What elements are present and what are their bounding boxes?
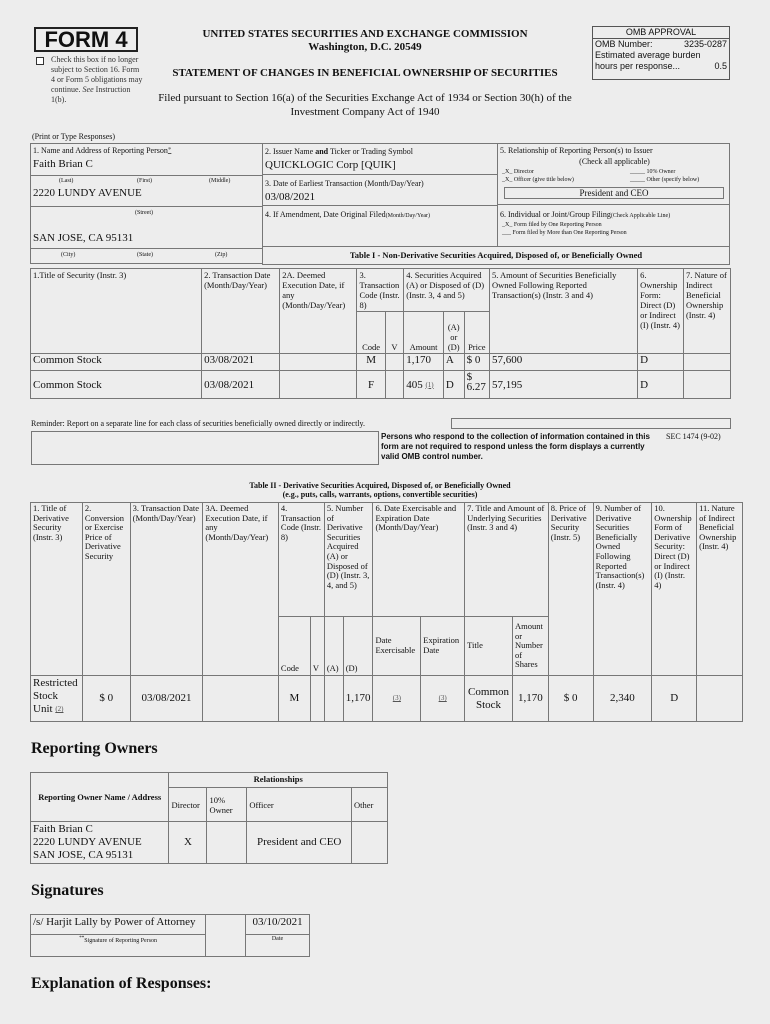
issuer-value: QUICKLOGIC Corp [QUIK] [265, 159, 396, 171]
print-note: (Print or Type Responses) [32, 132, 116, 141]
t2r-owned: 2,340 [593, 676, 652, 722]
t1r1-code: M [357, 354, 385, 371]
agency-name: UNITED STATES SECURITIES AND EXCHANGE COMMISSION [202, 28, 528, 40]
other-checkline[interactable]: _____ Other (specify below) [630, 177, 700, 183]
t2r-date: 03/08/2021 [130, 676, 203, 722]
t1-code: Code [357, 312, 385, 354]
t2-h5: 5. Number of Derivative Securities Acquired (A) or Disposed of (D) (Instr. 3, 4, and 5) [324, 503, 373, 617]
earliest-value: 03/08/2021 [265, 191, 316, 203]
omb-approval-box [592, 26, 730, 80]
t2r-exp-cell [421, 676, 465, 722]
t2-date-ex: Date Exercisable [373, 617, 421, 676]
first-label: (First) [137, 178, 152, 184]
relationship-box [497, 143, 730, 205]
owner-name-address [31, 822, 169, 864]
filing-label: 6. Individual or Joint/Group Filing [500, 210, 611, 219]
owner-name: Faith Brian C [33, 823, 93, 835]
t1r2-code: F [357, 371, 385, 399]
t2-h8: 8. Price of Derivative Security (Instr. 5) [548, 503, 593, 676]
reporting-owners-table [30, 772, 388, 864]
form-title: FORM 4 [34, 27, 138, 52]
issuer-label-pre: 2. Issuer Name [265, 147, 316, 156]
t1r2-deemed [280, 371, 357, 399]
t1r2-amount: 405 [406, 378, 423, 391]
omb-number: 3235-0287 [683, 39, 727, 49]
table-row [31, 354, 731, 371]
reporting-owners-heading: Reporting Owners [31, 740, 158, 757]
owner-officer: President and CEO [247, 822, 352, 864]
filing-more-persons[interactable]: ___ Form filed by More than One Reporting Person [502, 230, 627, 236]
filed-pursuant-line-1: Filed pursuant to Section 16(a) of the Securities Exchange Act of 1934 or Section 30(h) of the [158, 92, 572, 104]
signature-label: Signature of Reporting Person [84, 938, 158, 944]
t2-h1: 1. Title of Derivative Security (Instr. 3) [31, 503, 83, 676]
earliest-label: 3. Date of Earliest Transaction (Month/Day/Year) [265, 179, 424, 188]
t1r1-aord: A [443, 354, 464, 371]
name-address-label: 1. Name and Address of Reporting Person [33, 146, 168, 155]
t2r-ex-cell [373, 676, 421, 722]
t2r-a [324, 676, 343, 722]
t2-h11: 11. Nature of Indirect Beneficial Ownership (Instr. 4) [697, 503, 743, 676]
reporting-person-city: SAN JOSE, CA 95131 [33, 232, 134, 244]
table-row [31, 822, 388, 864]
filing-box [497, 204, 730, 247]
t1r2-v [385, 371, 403, 399]
footnote-3-link[interactable]: (3) [392, 694, 401, 702]
signatures-heading: Signatures [31, 882, 104, 899]
footnote-1-link[interactable]: (1) [425, 380, 434, 389]
footnote-3-link[interactable]: (3) [438, 694, 447, 702]
state-label: (State) [137, 252, 153, 258]
table2 [30, 502, 743, 722]
t1-h7: 7. Nature of Indirect Beneficial Ownership (Instr. 4) [683, 269, 730, 354]
sec-number: SEC 1474 (9-02) [666, 432, 721, 441]
owner-city: SAN JOSE, CA 95131 [33, 849, 134, 861]
omb-burden-line-2: hours per response... [595, 61, 681, 71]
ten-pct-checkline[interactable]: _____ 10% Owner [630, 169, 676, 175]
t2-h4: 4. Transaction Code (Instr. 8) [278, 503, 324, 617]
t1r1-deemed [280, 354, 357, 371]
t2-h7: 7. Title and Amount of Underlying Securities (Instr. 3 and 4) [465, 503, 549, 617]
middle-label: (Middle) [209, 178, 231, 184]
t1r2-form: D [638, 371, 684, 399]
omb-number-label: OMB Number: [595, 39, 653, 49]
t2r-deemed [203, 676, 279, 722]
omb-burden-value: 0.5 [714, 61, 727, 71]
owners-col-director: Director [169, 788, 207, 822]
reminder-blank-box [31, 431, 379, 465]
check-box-text: Check this box if no longer subject to Section 16. Form 4 or Form 5 obligations may continue. [51, 55, 143, 94]
instruction-ref: Instruction 1(b). [51, 85, 131, 104]
t2-h3: 3. Transaction Date (Month/Day/Year) [130, 503, 203, 676]
t2-h3a: 3A. Deemed Execution Date, if any (Month/Day/Year) [203, 503, 279, 676]
issuer-label-post: Ticker or Trading Symbol [328, 147, 414, 156]
director-checkline[interactable]: _X_ Director [502, 169, 534, 175]
t2r-conv: $ 0 [82, 676, 130, 722]
table1 [30, 268, 731, 399]
t2r-title-cell [31, 676, 83, 722]
t2-title-col: Title [465, 617, 513, 676]
t1-amount: Amount [404, 312, 444, 354]
t1-v: V [385, 312, 403, 354]
signature-label-mark: ** [79, 936, 85, 941]
omb-burden-line-1: Estimated average burden [595, 50, 701, 60]
officer-checkline[interactable]: _X_ Officer (give title below) [502, 177, 574, 183]
t1-price: Price [464, 312, 489, 354]
t1r2-price: $ 6.27 [464, 371, 489, 399]
t1-h6: 6. Ownership Form: Direct (D) or Indirect (I) (Instr. 4) [638, 269, 684, 354]
t1r1-owned: 57,600 [489, 354, 637, 371]
reminder-text: Reminder: Report on a separate line for each class of securities beneficially owned directly or indirectly. [31, 419, 366, 428]
t2r-nature [697, 676, 743, 722]
t1r2-title: Common Stock [31, 371, 202, 399]
t1r1-title: Common Stock [31, 354, 202, 371]
see-text: See [82, 85, 94, 94]
t2r-title: Restricted Stock Unit [33, 677, 78, 715]
filing-label-suffix: (Check Applicable Line) [610, 213, 671, 219]
t1r2-date: 03/08/2021 [202, 371, 280, 399]
owners-col-rel: Relationships [169, 773, 388, 788]
owner-ten [207, 822, 247, 864]
table2-title: Table II - Derivative Securities Acquired, Disposed of, or Beneficially Owned [249, 481, 511, 490]
city-label: (City) [61, 252, 76, 258]
reporting-person-street: 2220 LUNDY AVENUE [33, 187, 142, 199]
t2-v: V [310, 617, 324, 676]
relationship-sub: (Check all applicable) [579, 157, 650, 166]
t1r2-owned: 57,195 [489, 371, 637, 399]
owners-col-ten: 10% Owner [207, 788, 247, 822]
amendment-box [262, 205, 498, 247]
omb-title: OMB APPROVAL [593, 27, 729, 39]
zip-label: (Zip) [215, 252, 228, 258]
owner-director: X [169, 822, 207, 864]
t2-h9: 9. Number of Derivative Securities Beneficially Owned Following Reported Transaction(s) (Instr. 4) [593, 503, 652, 676]
t1r1-nature [683, 354, 730, 371]
owners-col-officer: Officer [247, 788, 352, 822]
t1r1-date: 03/08/2021 [202, 354, 280, 371]
table1-title: Table I - Non-Derivative Securities Acquired, Disposed of, or Beneficially Owned [349, 250, 643, 260]
t1r1-v [385, 354, 403, 371]
owner-street: 2220 LUNDY AVENUE [33, 836, 142, 848]
signatures-table [30, 914, 310, 957]
t2r-form: D [652, 676, 697, 722]
issuer-box [262, 143, 498, 175]
signature: /s/ Harjit Lally by Power of Attorney [31, 915, 206, 935]
t2-h2: 2. Conversion or Exercise Price of Derivative Security [82, 503, 130, 676]
t2r-uamt: 1,170 [512, 676, 548, 722]
agency-location: Washington, D.C. 20549 [308, 41, 422, 53]
t2r-code: M [278, 676, 310, 722]
t2r-price: $ 0 [548, 676, 593, 722]
signature-date: 03/10/2021 [246, 915, 310, 935]
issuer-label-and: and [315, 147, 329, 156]
t1-h1: 1.Title of Security (Instr. 3) [31, 269, 202, 354]
t1r1-amount: 1,170 [404, 354, 444, 371]
t2-exp: Expiration Date [421, 617, 465, 676]
t2-d: (D) [343, 617, 373, 676]
amendment-label: 4. If Amendment, Date Original Filed [265, 210, 386, 219]
t2-amt: Amount or Number of Shares [512, 617, 548, 676]
persons-respond-text: Persons who respond to the collection of information contained in this form are not required to respond unless the form displays a currently valid OMB control number. [381, 432, 650, 461]
t1-h4: 4. Securities Acquired (A) or Disposed of (D) (Instr. 3, 4 and 5) [404, 269, 490, 312]
footnote-2-link[interactable]: (2) [55, 705, 64, 713]
table2-subtitle: (e.g., puts, calls, warrants, options, convertible securities) [282, 490, 478, 499]
filed-pursuant-line-2: Investment Company Act of 1940 [290, 106, 440, 118]
explanation-heading: Explanation of Responses: [31, 975, 212, 992]
name-label-mark: * [167, 146, 172, 154]
officer-title: President and CEO [504, 187, 724, 199]
t2r-v [310, 676, 324, 722]
reporting-person-box [30, 143, 263, 264]
signature-label-cell [31, 935, 206, 957]
reporting-person-name: Faith Brian C [33, 158, 93, 170]
t1-h3: 3. Transaction Code (Instr. 8) [357, 269, 404, 312]
table-row [31, 676, 743, 722]
statement-title: STATEMENT OF CHANGES IN BENEFICIAL OWNERSHIP OF SECURITIES [172, 67, 558, 79]
last-label: (Last) [59, 178, 74, 184]
owner-other [352, 822, 388, 864]
no-longer-subject-checkbox[interactable] [36, 57, 44, 65]
date-label: Date [246, 935, 310, 957]
t1-h2: 2. Transaction Date (Month/Day/Year) [202, 269, 280, 354]
t2-a: (A) [324, 617, 343, 676]
t2r-d: 1,170 [343, 676, 373, 722]
t1r1-price: $ 0 [464, 354, 489, 371]
t1r2-amount-cell [404, 371, 444, 399]
t1-h5: 5. Amount of Securities Beneficially Owned Following Reported Transaction(s) (Instr. 3 and 4) [489, 269, 637, 354]
earliest-transaction-box [262, 174, 498, 206]
street-label: (Street) [135, 210, 153, 216]
table1-title-box [262, 246, 730, 265]
t2-h6: 6. Date Exercisable and Expiration Date (Month/Day/Year) [373, 503, 465, 617]
relationship-label: 5. Relationship of Reporting Person(s) to Issuer [500, 146, 653, 155]
t1r2-aord: D [443, 371, 464, 399]
reminder-line-box [451, 418, 731, 429]
t2r-utitle: Common Stock [465, 676, 513, 722]
owners-col-other: Other [352, 788, 388, 822]
t2-h10: 10. Ownership Form of Derivative Security: Direct (D) or Indirect (I) (Instr. 4) [652, 503, 697, 676]
owners-col-name: Reporting Owner Name / Address [31, 773, 169, 822]
table-row [31, 371, 731, 399]
t1r1-form: D [638, 354, 684, 371]
filing-one-person[interactable]: _X_ Form filed by One Reporting Person [502, 222, 602, 228]
t2-code: Code [278, 617, 310, 676]
t1-h2a: 2A. Deemed Execution Date, if any (Month/Day/Year) [280, 269, 357, 354]
t1r2-nature [683, 371, 730, 399]
t1-aord: (A) or (D) [443, 312, 464, 354]
amendment-suffix: (Month/Day/Year) [385, 213, 431, 219]
